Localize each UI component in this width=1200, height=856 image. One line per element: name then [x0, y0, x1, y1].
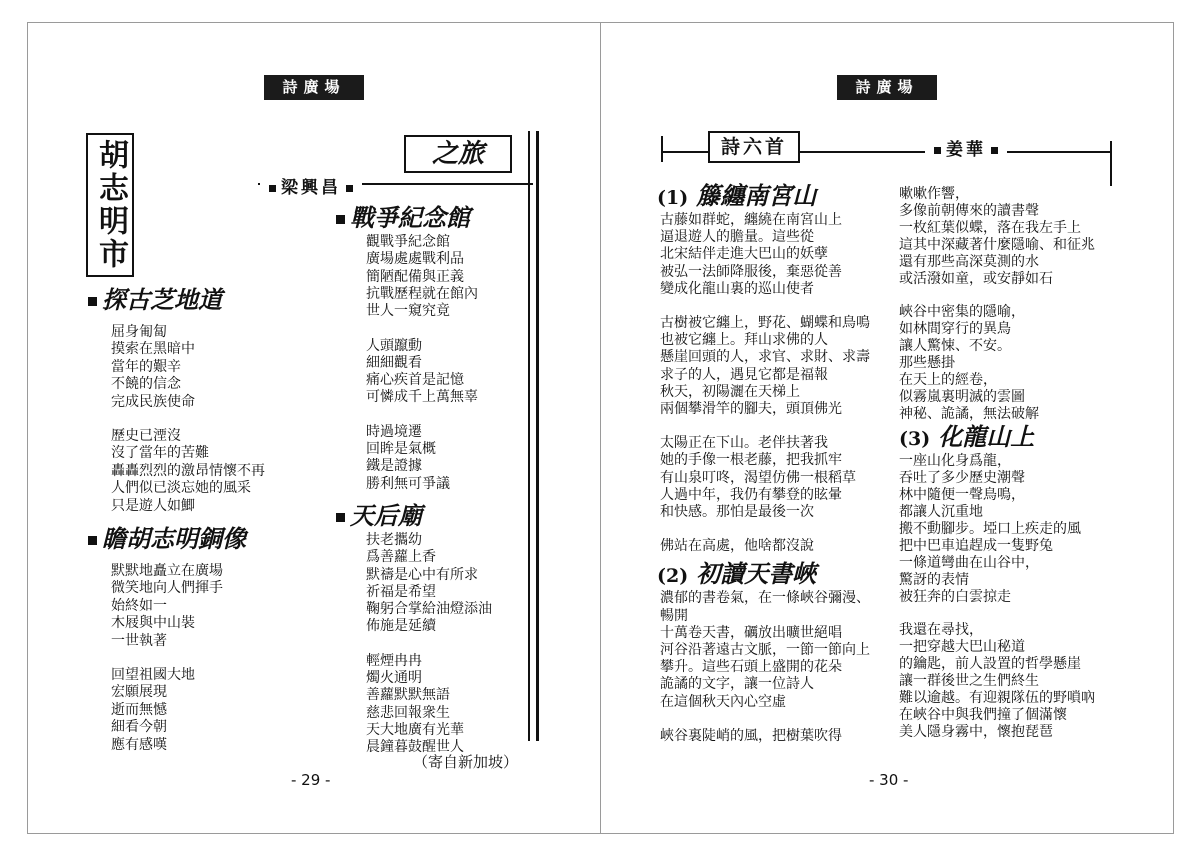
- poem-line: 輕煙冉冉: [366, 652, 422, 669]
- vertical-title-box: [86, 133, 134, 277]
- poem-line: 完成民族使命: [111, 393, 195, 410]
- poem-line: 和快感。那怕是最後一次: [660, 504, 814, 520]
- square-icon: [88, 536, 97, 545]
- poem-line: 只是遊人如鯽: [111, 497, 195, 514]
- poem-line: 十萬卷天書，礪放出曠世絕唱: [660, 624, 842, 641]
- poem-line: 應有感嘆: [111, 736, 167, 753]
- poem-line: 細細觀看: [366, 354, 422, 371]
- poem-line: 把中巴車追趕成一隻野兔: [899, 538, 1053, 554]
- poem-line: 世人一窺究竟: [366, 303, 450, 320]
- square-icon: [336, 513, 345, 522]
- title-box: [708, 131, 800, 163]
- poem-line: 北宋結伴走進大巴山的妖孽: [660, 246, 828, 263]
- frame-line: [1110, 141, 1112, 186]
- poem-line: 抗戰歷程就在館內: [366, 285, 478, 302]
- poem-line: 默禱是心中有所求: [366, 566, 478, 583]
- poem-line: 默默地矗立在廣場: [111, 563, 223, 579]
- poem-line: 慈悲回報衆生: [366, 704, 450, 721]
- poem-line: 暢開: [660, 607, 688, 624]
- poem-heading: [336, 501, 422, 531]
- poem-line: 痛心疾首是記憶: [366, 372, 464, 389]
- poem-line: 詭譎的文字，讓一位詩人: [660, 676, 814, 693]
- poem-line: 嗽嗽作響，: [899, 186, 969, 202]
- poem-line: 在這個秋天內心空虛: [660, 693, 786, 710]
- poem-line: 可憐成千上萬無辜: [366, 389, 478, 406]
- author-name: 姜華: [946, 140, 986, 160]
- poem-line: 似霧嵐裏明滅的雲圖: [899, 389, 1025, 405]
- poem-heading: [657, 559, 816, 591]
- poem-line: 善蘿默默無語: [366, 687, 450, 704]
- poem-line: 被弘一法師降服後，棄惡從善: [660, 263, 842, 280]
- title-box: [404, 135, 512, 173]
- poem-line: 人們似已淡忘她的風采: [111, 480, 251, 497]
- poem-number: (3): [899, 428, 931, 450]
- poem-line: 一把穿越大巴山秘道: [899, 639, 1025, 655]
- section-tag: 詩廣場: [264, 75, 364, 100]
- poem-line: 爲善蘿上香: [366, 549, 436, 566]
- poem-line: 驚訝的表情: [899, 572, 969, 588]
- poem-line: 屈身匍匐: [111, 324, 167, 340]
- author-name: 梁興昌: [281, 178, 341, 198]
- poem-heading: [88, 524, 246, 554]
- source-note: （寄自新加坡）: [413, 753, 519, 771]
- poem-line: 一世執著: [111, 632, 167, 649]
- page-number: - 29 -: [291, 771, 331, 789]
- poem-line: 在天上的經卷，: [899, 372, 997, 388]
- poem-line: 微笑地向人們揮手: [111, 580, 223, 597]
- poem-line: 鐵是證據: [366, 458, 422, 475]
- poem-line: 河谷沿著遠古文脈，一節一節向上: [660, 642, 870, 658]
- poem-line: 讓人驚悚、不安。: [899, 338, 1011, 354]
- author-label: [925, 135, 1007, 160]
- right-page: [600, 22, 1174, 834]
- poem-line: 林中隨便一聲鳥鳴，: [899, 487, 1025, 503]
- poem-line: 回望祖國大地: [111, 667, 195, 683]
- poem-line: 細看今朝: [111, 719, 167, 736]
- poem-line: 太陽正在下山。老伴扶著我: [660, 435, 828, 452]
- poem-line: 燭火通明: [366, 670, 422, 686]
- poem-line: 木屐與中山裝: [111, 615, 195, 632]
- poem-line: 在峽谷中與我們撞了個滿懷: [899, 707, 1067, 723]
- page-number: - 30 -: [869, 771, 909, 789]
- poem-line: 簡陋配備與正義: [366, 268, 464, 285]
- poem-line: 人過中年，我仍有攀登的眩暈: [660, 486, 842, 503]
- poem-heading: [88, 285, 222, 315]
- poem-line: 求子的人，遇見它都是福報: [660, 366, 828, 383]
- square-icon: [346, 185, 353, 192]
- poem-line: 還有那些高深莫測的水: [899, 254, 1039, 270]
- poem-line: 峽谷裏陡峭的風，把樹葉吹得: [660, 727, 842, 744]
- poem-line: 勝利無可爭議: [366, 475, 450, 492]
- square-icon: [991, 147, 998, 154]
- frame-line: [536, 131, 539, 741]
- poem-line: 回眸是氣概: [366, 441, 436, 457]
- author-label: [260, 173, 362, 198]
- poem-line: 一座山化身爲龍，: [899, 453, 1011, 469]
- poem-heading: [899, 422, 1034, 454]
- poem-line: 轟轟烈烈的激昂情懷不再: [111, 462, 265, 479]
- left-page: [27, 22, 602, 834]
- poem-line: 當年的艱辛: [111, 358, 181, 375]
- poem-line: 始終如一: [111, 597, 167, 614]
- poem-line: 逝而無憾: [111, 701, 167, 718]
- poem-heading: [336, 203, 470, 233]
- poem-line: 吞吐了多少歷史潮聲: [899, 470, 1025, 486]
- poem-line: 鞠躬合掌給油燈添油: [366, 601, 492, 618]
- frame-line: [661, 136, 663, 162]
- poem-line: 一枚紅葉似蝶，落在我左手上: [899, 220, 1081, 236]
- poem-line: 或活潑如童，或安靜如石: [899, 271, 1053, 287]
- poem-number: (2): [657, 565, 689, 588]
- poem-line: 懸崖回頭的人，求官、求財、求壽: [660, 349, 870, 366]
- poem-line: 難以逾越。有迎親隊伍的野嗩吶: [899, 690, 1095, 706]
- poem-line: 佈施是延續: [366, 618, 436, 635]
- poem-title: 探古芝地道: [102, 285, 222, 314]
- poem-line: 的鑰匙，前人設置的哲學懸崖: [899, 656, 1081, 672]
- poem-title: 瞻胡志明銅像: [102, 524, 246, 553]
- poem-line: 變成化龍山裏的巡山使者: [660, 280, 814, 297]
- poem-line: 神秘、詭譎，無法破解: [899, 406, 1039, 422]
- poem-heading: [657, 181, 816, 213]
- poem-line: 搬不動腳步。埡口上疾走的風: [899, 521, 1081, 537]
- section-tag: 詩廣場: [837, 75, 937, 100]
- square-icon: [88, 297, 97, 306]
- vertical-title: 胡志明市: [93, 139, 128, 271]
- poem-line: 這其中深藏著什麼隱喻、和征兆: [899, 237, 1095, 253]
- poem-line: 沒了當年的苦難: [111, 445, 209, 462]
- poem-line: 有山泉叮咚，渴望仿佛一根稻草: [660, 469, 856, 486]
- poem-line: 時過境遷: [366, 423, 422, 440]
- frame-line: [528, 131, 530, 741]
- poem-title: 籐纏南宮山: [696, 181, 817, 210]
- poem-title: 初讀天書峽: [696, 559, 817, 589]
- poem-number: (1): [657, 187, 689, 209]
- poem-line: 一條道彎曲在山谷中，: [899, 555, 1039, 571]
- poem-line: 多像前朝傳來的讀書聲: [899, 203, 1039, 219]
- poem-title: 戰爭紀念館: [350, 203, 470, 232]
- poem-line: 那些懸掛: [899, 355, 955, 371]
- poem-line: 晨鐘暮鼓醒世人: [366, 739, 464, 756]
- poem-line: 兩個攀滑竿的腳夫，頭頂佛光: [660, 401, 842, 417]
- poem-title: 化龍山上: [938, 422, 1035, 451]
- poem-line: 讓一群後世之生們終生: [899, 673, 1039, 689]
- square-icon: [934, 147, 941, 154]
- poem-line: 攀升。這些石頭上盛開的花朵: [660, 659, 842, 676]
- poem-line: 不饒的信念: [111, 376, 181, 393]
- poem-line: 佛站在高處，他啥都沒說: [660, 538, 814, 555]
- poem-line: 都讓人沉重地: [899, 504, 983, 520]
- poem-line: 逼退遊人的膽量。這些從: [660, 229, 814, 246]
- poem-line: 摸索在黑暗中: [111, 341, 195, 358]
- poem-line: 古藤如群蛇，纏繞在南宮山上: [660, 212, 842, 228]
- poem-title: 天后廟: [350, 500, 422, 530]
- square-icon: [336, 215, 345, 224]
- poem-line: 也被它纏上。拜山求佛的人: [660, 332, 828, 349]
- poem-line: 濃郁的書卷氣，在一條峽谷彌漫、: [660, 590, 870, 607]
- poem-line: 祈福是希望: [366, 583, 436, 600]
- poem-line: 歷史已湮沒: [111, 428, 181, 444]
- poem-line: 我還在尋找，: [899, 622, 983, 638]
- poem-line: 宏願展現: [111, 684, 167, 701]
- poem-line: 觀戰爭紀念館: [366, 234, 450, 250]
- poem-line: 如林間穿行的異鳥: [899, 321, 1011, 337]
- title-box-text: 之旅: [431, 139, 484, 169]
- poem-line: 廣場處處戰利品: [366, 251, 464, 268]
- poem-line: 秋天，初陽灑在天梯上: [660, 383, 800, 400]
- poem-line: 峽谷中密集的隱喻，: [899, 304, 1025, 320]
- poem-line: 人頭躥動: [366, 337, 422, 354]
- poem-line: 扶老攜幼: [366, 531, 422, 548]
- poem-line: 被狂奔的白雲掠走: [899, 589, 1011, 605]
- poem-line: 天大地廣有光華: [366, 721, 464, 738]
- title-box-text: 詩六首: [720, 136, 787, 158]
- square-icon: [269, 185, 276, 192]
- poem-line: 古樹被它纏上，野花、蝴蝶和鳥鳴: [660, 315, 870, 331]
- poem-line: 美人隱身霧中，懷抱琵琶: [899, 724, 1053, 740]
- poem-line: 她的手像一根老藤，把我抓牢: [660, 452, 842, 469]
